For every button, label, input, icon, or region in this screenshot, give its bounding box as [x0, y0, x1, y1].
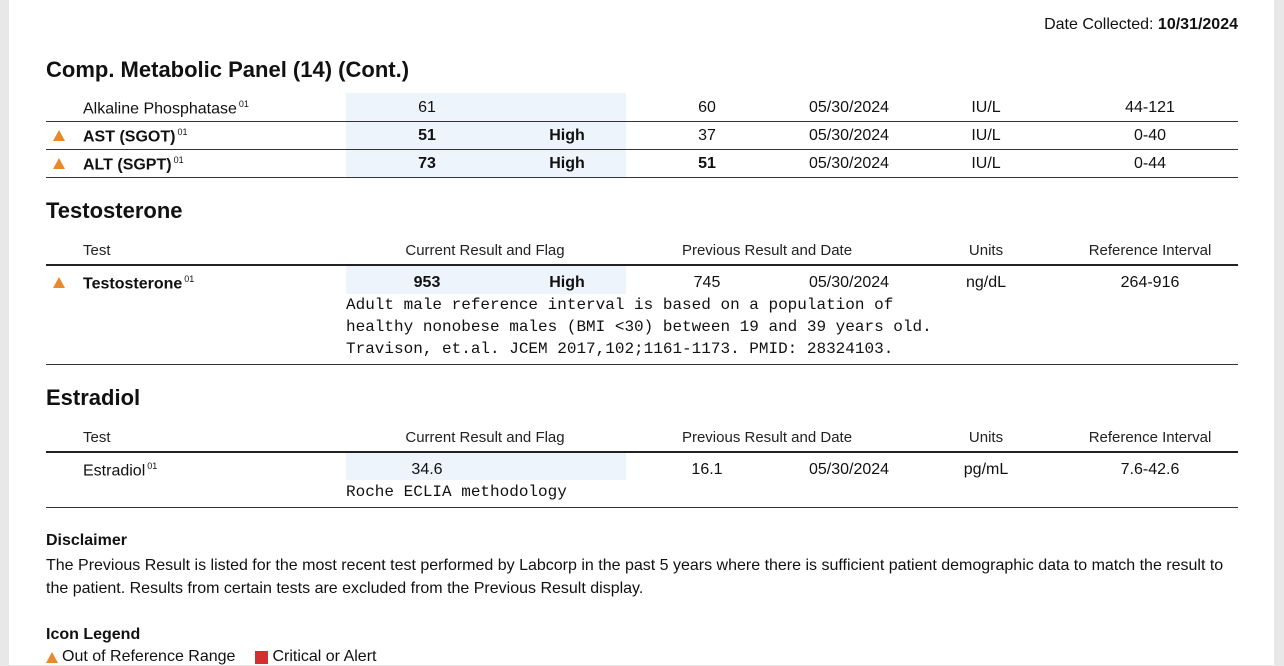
prev-result-testosterone: 745: [693, 274, 721, 291]
flag-alt: High: [549, 155, 585, 172]
section-title-estradiol: Estradiol: [46, 385, 141, 410]
prev-result-estradiol: 16.1: [691, 461, 723, 478]
units-alt: IU/L: [971, 155, 1001, 172]
icon-legend: [46, 648, 376, 666]
reference-alt: 0-44: [1133, 155, 1167, 172]
current-result-shade-estradiol: [346, 453, 626, 480]
reference-estradiol: 7.6-42.6: [1120, 461, 1180, 478]
prev-result-alk-phos: 60: [698, 99, 716, 116]
column-header-previous: Previous Result and Date: [681, 242, 853, 259]
prev-result-ast: 37: [698, 127, 716, 144]
test-name-alk-phos: Alkaline Phosphatase $^{01}$: [83, 99, 249, 118]
column-header-units: Units: [968, 242, 1004, 259]
reference-testosterone: 264-916: [1120, 274, 1180, 291]
prev-date-estradiol: 05/30/2024: [808, 461, 890, 478]
units-estradiol: pg/mL: [963, 461, 1009, 478]
test-name-ast: AST (SGOT) $^{01}$: [83, 127, 188, 146]
prev-date-ast: 05/30/2024: [808, 127, 890, 144]
result-alk-phos: 61: [418, 99, 436, 116]
date-collected-value: 10/31/2024: [1157, 16, 1238, 33]
test-name-testosterone: Testosterone $^{01}$: [83, 274, 195, 293]
column-header-current: Current Result and Flag: [405, 429, 565, 446]
disclaimer-title: Disclaimer: [46, 532, 127, 549]
units-ast: IU/L: [971, 127, 1001, 144]
section-divider: [46, 507, 1238, 508]
legend-out-of-range: Out of Reference Range: [62, 648, 236, 665]
result-testosterone: 953: [413, 274, 441, 291]
report-page: [9, 0, 1274, 665]
test-name-alt: ALT (SGPT) $^{01}$: [83, 155, 184, 174]
prev-date-testosterone: 05/30/2024: [808, 274, 890, 291]
prev-date-alk-phos: 05/30/2024: [808, 99, 890, 116]
result-alt: 73: [418, 155, 436, 172]
critical-alert-icon: [255, 651, 268, 664]
section-divider: [46, 177, 1238, 178]
testosterone-note: Adult male reference interval is based on a population of healthy nonobese males (BMI <30) between 19 and 39 years old. Travison, et.al. JCEM 2017,102;1161-1173. PMID: 28324103.: [346, 296, 932, 358]
header-divider: [46, 264, 1238, 266]
section-divider: [46, 364, 1238, 365]
reference-ast: 0-40: [1133, 127, 1167, 144]
out-of-range-icon: [53, 130, 65, 141]
flag-ast: High: [549, 127, 585, 144]
prev-result-alt: 51: [698, 155, 716, 172]
test-name-estradiol: Estradiol $^{01}$: [83, 461, 158, 480]
column-header-test: Test: [83, 242, 111, 259]
result-ast: 51: [418, 127, 436, 144]
disclaimer-text: The Previous Result is listed for the most recent test performed by Labcorp in the past 5 years where there is sufficient patient demographic data to match the result to the patient. Results from certain tests are excluded from the Previous Result display.: [46, 557, 1224, 597]
legend-critical: Critical or Alert: [272, 648, 377, 665]
column-header-test: Test: [83, 429, 111, 446]
column-header-current: Current Result and Flag: [405, 242, 565, 259]
out-of-range-icon: [53, 277, 65, 288]
row-divider: [46, 149, 1238, 150]
column-header-units: Units: [968, 429, 1004, 446]
out-of-range-icon: [53, 158, 65, 169]
column-header-reference: Reference Interval: [1088, 242, 1212, 259]
flag-testosterone: High: [549, 274, 585, 291]
units-alk-phos: IU/L: [971, 99, 1001, 116]
result-estradiol: 34.6: [411, 461, 443, 478]
column-header-reference: Reference Interval: [1088, 429, 1212, 446]
header-divider: [46, 451, 1238, 453]
prev-date-alt: 05/30/2024: [808, 155, 890, 172]
out-of-range-icon: [46, 652, 58, 663]
icon-legend-title: Icon Legend: [46, 626, 141, 643]
reference-alk-phos: 44-121: [1125, 99, 1175, 116]
section-title-testosterone: Testosterone: [46, 198, 183, 223]
row-divider: [46, 121, 1238, 122]
section-title-cmp: Comp. Metabolic Panel (14) (Cont.): [46, 57, 410, 82]
date-collected: Date Collected: 10/31/2024: [1044, 16, 1238, 33]
column-header-previous: Previous Result and Date: [681, 429, 853, 446]
estradiol-note: Roche ECLIA methodology: [346, 483, 567, 501]
units-testosterone: ng/dL: [965, 274, 1007, 291]
